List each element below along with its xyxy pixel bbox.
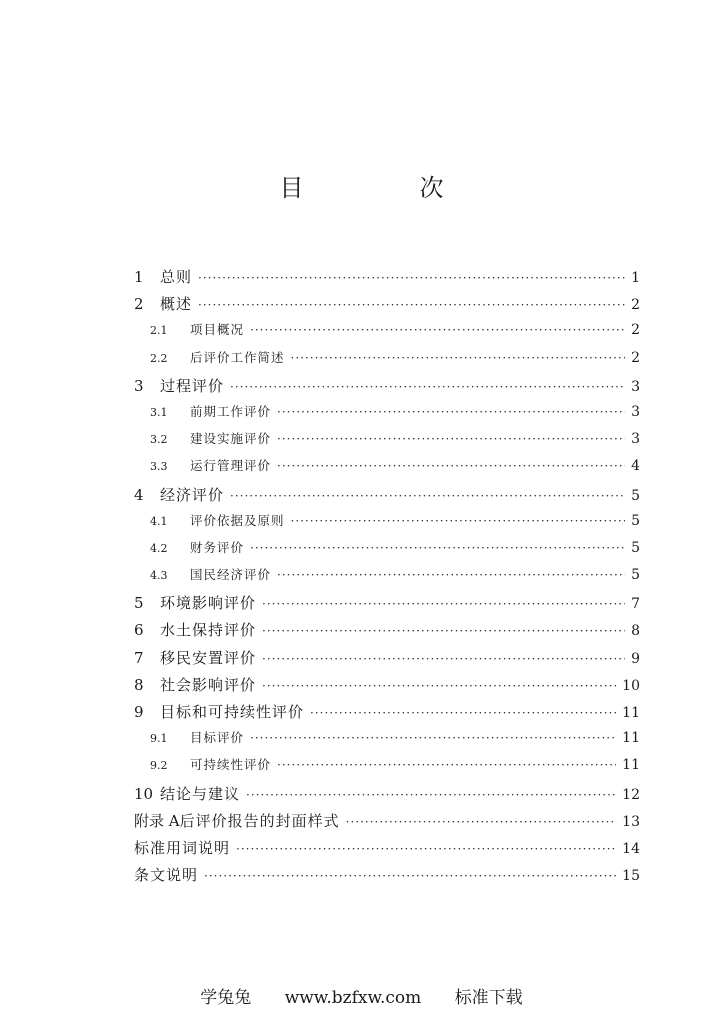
toc-entry-label: 过程评价 [160,376,225,395]
toc-entry-page: 15 [622,868,640,885]
toc-leader-dots [277,459,625,473]
toc-leader-dots [250,541,625,555]
toc-entry-label: 前期工作评价 [190,403,272,419]
toc-entry-number: 4.1 [150,514,168,528]
toc-leader-dots [277,432,625,446]
toc-entry[interactable] [134,728,640,755]
toc-leader-dots [277,758,616,772]
toc-entry-page: 12 [622,786,640,803]
toc-entry-label: 标准用词说明 [134,838,231,857]
toc-entry[interactable] [134,429,640,456]
toc-entry-page: 5 [631,567,640,584]
toc-entry-number: 2.2 [150,351,168,365]
toc-entry[interactable] [134,837,640,864]
toc-entry[interactable] [134,266,640,293]
toc-entry-label: 移民安置评价 [160,648,257,667]
toc-entry-label: 总则 [160,268,193,286]
toc-entry-number: 3.3 [150,460,168,474]
toc-entry-number: 8 [134,675,144,694]
toc-leader-dots [262,679,616,693]
toc-leader-dots [230,489,625,503]
footer-site-name: 学兔兔 [200,988,252,1008]
footer-url[interactable]: www.bzfxw.com [284,988,422,1008]
toc-entry[interactable] [134,320,640,347]
toc-entry-label: 项目概况 [190,322,245,338]
toc-entry-number: 4 [134,485,144,504]
toc-entry[interactable] [134,647,640,674]
toc-entry[interactable] [134,701,640,728]
toc-entry[interactable] [134,619,640,646]
toc-entry-page: 14 [622,840,640,857]
toc-entry-page: 5 [631,539,640,556]
toc-entry-label: 目标和可持续性评价 [160,703,305,721]
toc-leader-dots [262,624,625,638]
toc-entry-label: 目标评价 [190,730,245,746]
toc-entry-number: 1 [134,268,144,286]
toc-leader-dots [291,351,626,365]
toc-leader-dots [310,706,616,720]
toc-entry-page: 7 [631,596,640,613]
toc-entry[interactable] [134,755,640,782]
toc-leader-dots [277,568,625,582]
toc-entry-label: 财务评价 [190,539,245,555]
toc-entry-page: 13 [622,813,640,830]
toc-entry-page: 3 [631,431,640,448]
toc-entry-page: 3 [631,403,640,420]
toc-entry-label: 经济评价 [160,485,225,504]
toc-leader-dots [236,842,616,856]
toc-entry-number: 3.2 [150,433,168,447]
toc-entry-page: 9 [631,650,640,667]
toc-entry-label: 国民经济评价 [190,567,272,583]
toc-entry-number: 附录 A [134,811,180,830]
toc-leader-dots [250,323,625,337]
toc-leader-dots [204,869,616,883]
toc-entry-number: 9 [134,703,144,721]
table-of-contents [134,266,640,891]
toc-entry-number: 2 [134,295,144,314]
toc-entry[interactable] [134,783,640,810]
toc-entry-label: 条文说明 [134,866,199,885]
toc-entry[interactable] [134,484,640,511]
toc-entry[interactable] [134,375,640,402]
toc-entry[interactable] [134,592,640,619]
toc-entry-number: 4.2 [150,541,168,555]
toc-entry-label: 建设实施评价 [190,431,272,447]
toc-leader-dots [230,380,625,394]
toc-entry-label: 后评价报告的封面样式 [179,811,340,830]
toc-leader-dots [262,652,625,666]
toc-entry-label: 水土保持评价 [160,621,257,640]
footer-tagline: 标准下载 [454,988,523,1008]
toc-entry-number: 3.1 [150,405,168,419]
footer [0,983,723,1008]
toc-entry-page: 11 [622,705,640,721]
toc-entry-page: 10 [622,677,640,694]
toc-entry-number: 6 [134,621,144,640]
toc-entry-page: 3 [631,378,640,395]
toc-entry-page: 11 [622,730,640,747]
toc-entry-number: 5 [134,594,144,613]
toc-entry[interactable] [134,810,640,837]
toc-leader-dots [198,298,625,312]
toc-entry-page: 5 [631,512,640,529]
toc-entry-number: 3 [134,376,144,395]
toc-entry[interactable] [134,511,640,538]
toc-entry-number: 7 [134,648,144,667]
toc-entry[interactable] [134,538,640,565]
toc-entry-number: 10 [134,784,154,803]
toc-entry[interactable] [134,293,640,320]
toc-entry-page: 1 [631,270,640,286]
toc-entry-number: 4.3 [150,569,168,583]
toc-entry[interactable] [134,456,640,483]
toc-entry-page: 8 [631,623,640,640]
toc-leader-dots [277,405,625,419]
toc-leader-dots [250,731,616,745]
toc-entry-number: 9.2 [150,759,168,773]
toc-entry-label: 可持续性评价 [190,757,272,773]
toc-entry-label: 结论与建议 [160,784,241,803]
toc-leader-dots [246,788,616,802]
toc-entry[interactable] [134,864,640,891]
toc-entry-page: 2 [631,322,640,339]
page-title: 目 次 [279,174,490,202]
toc-entry[interactable] [134,674,640,701]
toc-entry[interactable] [134,565,640,592]
toc-entry-label: 环境影响评价 [160,594,257,613]
toc-entry-label: 后评价工作简述 [190,349,285,365]
toc-entry-page: 4 [631,458,640,475]
toc-entry-page: 2 [631,297,640,314]
toc-entry-page: 11 [622,757,640,774]
toc-entry-label: 概述 [160,295,193,314]
toc-leader-dots [262,597,625,611]
toc-leader-dots [346,815,617,829]
toc-entry-page: 5 [631,487,640,504]
toc-entry-number: 9.1 [150,732,168,746]
toc-entry-label: 运行管理评价 [190,458,272,474]
toc-leader-dots [291,514,626,528]
toc-entry-page: 2 [631,349,640,366]
toc-entry-label: 社会影响评价 [160,675,257,694]
toc-entry[interactable] [134,348,640,375]
toc-entry[interactable] [134,402,640,429]
toc-entry-label: 评价依据及原则 [190,512,285,528]
toc-entry-number: 2.1 [150,324,168,338]
toc-leader-dots [198,271,625,285]
